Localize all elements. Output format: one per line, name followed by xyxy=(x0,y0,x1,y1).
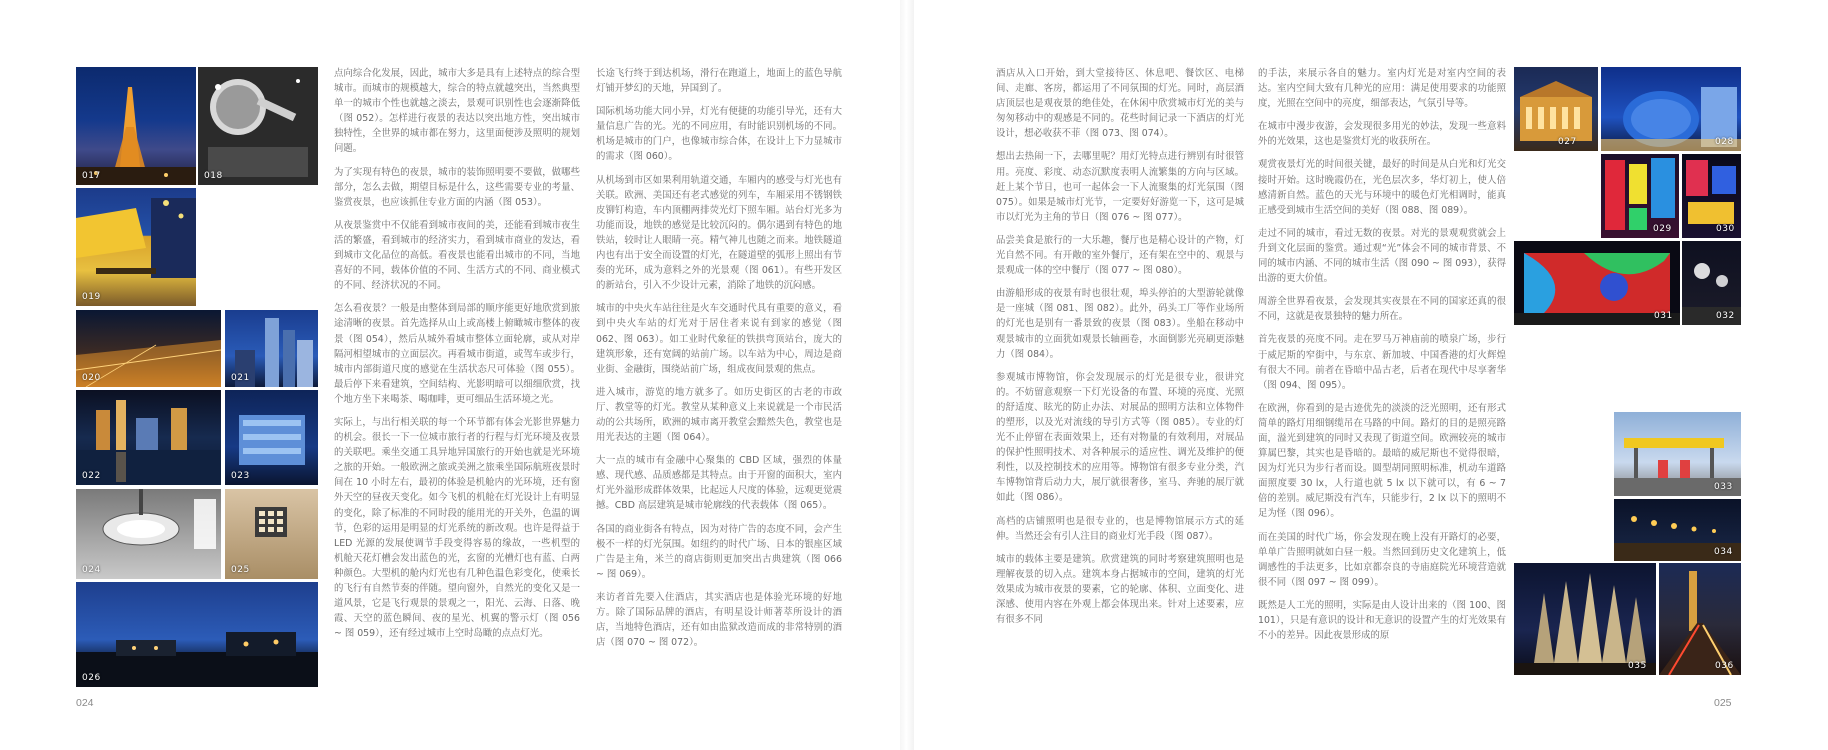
photo-opera-house-night xyxy=(1514,67,1598,151)
figure-label: 035 xyxy=(1628,661,1647,671)
paragraph: 怎么看夜景？一般是由整体到局部的顺序能更好地欣赏到旅途清晰的夜景。首先选择从山上或高楼上俯瞰城市整体的夜景（图 054），然后从城外看城市整体立面轮廓，或从对岸隔河相望城市的立面层次。再看城市街道，或驾车或步行，城市内部街道尺度的感觉在生活状态尺可体验（图 055）。最后停下来看建筑，空间结构、光影明暗可以细细欣赏，找个地方坐下来喝茶、喝咖啡，更可细品生活环境之光。 xyxy=(334,303,580,405)
photo-skyscrapers-dusk xyxy=(225,310,318,387)
figure-label: 026 xyxy=(82,673,101,683)
photo-night-landscape-dusk xyxy=(76,582,318,687)
photo-glass-building-blue xyxy=(225,390,318,485)
photo-wall-fixture xyxy=(225,489,318,579)
paragraph: 观赏夜景灯光的时间很关键，最好的时间是从白光和灯光交接时开始。这时晚霞仍在，光色层次多，华灯初上，使人倍感清新自然。蓝色的天光与环境中的暖色灯光相调时，能真正感受到城市生活空间的美好（图 088、图 089）。 xyxy=(1258,159,1506,216)
figure-label: 033 xyxy=(1714,482,1733,492)
text-column-3 xyxy=(996,66,1244,635)
left-page xyxy=(0,0,900,750)
paragraph: 点向综合化发展，因此，城市大多是具有上述特点的综合型城市。而城市的规模越大，综合的特点就越突出，当然典型单一的城市个性也就越之淡去，景观可识别性也会逐渐降低（图 052）。怎样进行夜景的表达以突出地方性，突出城市独特性，全世界的城市都在努力，这里面便涉及照明的规划问题。 xyxy=(334,68,580,155)
figure-label: 025 xyxy=(231,565,250,575)
figure-label: 031 xyxy=(1654,311,1673,321)
figure-label: 027 xyxy=(1558,137,1577,147)
figure-label: 030 xyxy=(1716,224,1735,234)
paragraph: 为了实现有特色的夜景，城市的装饰照明要不要做，做哪些部分，怎么去做，期望目标是什么，这些需要专业的考量、鉴赏夜景，也应该抓住专业方面的内涵（图 053）。 xyxy=(334,166,580,208)
text-column-2 xyxy=(596,66,842,658)
photo-gothic-cathedral-night xyxy=(1514,563,1656,675)
photo-city-traffic-night xyxy=(1659,563,1741,675)
paragraph: 来访者首先要入住酒店，其实酒店也是体验光环境的好地方。除了国际品牌的酒店，有明星设计师著萃所设计的酒店，当地特色酒店，还有如由监狱改造而成的非常特别的酒店（图 070 ~ 图 072）。 xyxy=(596,591,842,649)
figure-label: 034 xyxy=(1714,547,1733,557)
paragraph: 在城市中漫步夜游，会发现很多用光的妙法，发现一些意料外的光效果，这也是鉴赏灯光的收获所在。 xyxy=(1258,121,1506,148)
photo-telescope-sketch xyxy=(198,67,318,185)
page-number-left: 024 xyxy=(76,697,94,709)
paragraph: 长途飞行终于到达机场，滑行在跑道上，地面上的蓝色导航灯铺开梦幻的天地，异国到了。 xyxy=(596,68,842,95)
paragraph: 实际上，与出行相关联的每一个环节都有体会光影世界魅力的机会。很长一下一位城市旅行者的行程与灯光环境及夜景的关联吧。乘坐交通工具异地异国旅行的开始也就是光环境之旅的开始。一般欧洲之旅或美洲之旅乘坐国际航班夜景时间在 10 小时左右，最初的体验是机舱内的光环境，还有窗外天空的昼夜天变化。如今飞机的机舱在灯光设计上有明显的变化，除了标准的不同时段的能用光的开关外，色温的调节，色彩的运用是明显的灯光系统的新改观。也许是得益于 LED 光源的发展使调节手段变得容易的缘故，一些机型的机舱天花灯槽会发出蓝色的光，玄窗的光槽灯也有蓝、白两种颜色。大型机的舱内灯光也有几种色温色彩变化，使乘长的飞行有自然节奏的伴随。望向窗外，自然光的变化又是一道风景，它是飞行观景的景观之一，阳光、云海、日落、晚霞、天空的蓝色瞬间、夜的星光、机翼的警示灯（图 056 ~ 图 059），还有经过城市上空时岛瞰的点点灯光。 xyxy=(334,416,580,640)
figure-label: 028 xyxy=(1715,137,1734,147)
photo-cafe-terrace-painting xyxy=(76,188,196,306)
paragraph: 想出去热闹一下，去哪里呢？用灯光特点进行辨别有时很管用。亮度、彩度、动态沉默度表明人流繁集的方向与区域。赶上某个节日，也可一起体会一下人流聚集的灯光氛围（图 075）。如果是城市灯光节，一定要好好游览一下，这可是城市以灯光为主角的节日（图 076 ~ 图 077）。 xyxy=(996,151,1244,223)
paragraph: 走过不同的城市，看过无数的夜景。对光的景观观赏就会上升到文化层面的鉴赏。通过观“光”体会不同的城市背景、不同的城市内涵、不同的城市生活（图 090 ~ 图 093），获得出游的更大价值。 xyxy=(1258,227,1506,285)
photo-aerial-city-night xyxy=(76,310,221,387)
figure-label: 018 xyxy=(204,171,223,181)
photo-gas-station xyxy=(1614,412,1741,496)
book-gutter xyxy=(900,0,914,750)
page-number-right: 025 xyxy=(1714,697,1732,709)
figure-label: 023 xyxy=(231,471,250,481)
photo-waterfront-night xyxy=(76,390,221,485)
paragraph: 参观城市博物馆，你会发现展示的灯光是很专业，很讲究的。不妨留意观察一下灯光设备的布置、环境的亮度、光照的舒适度、眩光的防止办法、对展品的照明方法和立体物件的塑形，以及光对流线的导引方式等（图 085）。专业的灯光不止停留在表面效果上，还有对物量的有效利用，对展品的保护性照明技术、对各种展示的适应性、调光及维护的便利性，以及控制技术的应用等。博物馆有很多专业分类，汽车博物馆背后动力大，展厅就很奢侈，室马、奔驰的展厅就如此（图 086）。 xyxy=(996,371,1244,504)
figure-label: 019 xyxy=(82,292,101,302)
paragraph: 从机场到市区如果利用轨道交通，车厢内的感受与灯光也有关联。欧洲、美国还有老式感觉的列车，车厢采用不锈钢铁皮铆钉构造，车内顶棚两排荧光灯下照车厢。站台灯光多为功能而设，地铁的感觉是比较沉闷的。偶尔遇到有特色的地铁站，较时让人眼睛一亮。精气神儿也随之而来。地铁隧道内也有出于安全而设置的灯光，在隧道壁的弧形上照出有节奏的光环，成为意料之外的光景观（图 061）。有些开发区的新站台，引入不少设计元素，消除了地铁的沉闷感。 xyxy=(596,174,842,292)
paragraph: 的手法，来展示各自的魅力。室内灯光是对室内空间的表达。室内空间大致有几种光的应用：满足使用要求的功能照度，光照在空间中的亮度，细部表达，气氛引导等。 xyxy=(1258,68,1506,110)
paragraph: 大一点的城市有金融中心聚集的 CBD 区域，强烈的体量感、现代感、品质感都是其特点。由于开窗的面积大，室内灯光外溢形成群体效果，比起远人尺度的体验，远观更觉震撼。CBD 高层建筑是城市轮廓线的代表载体（图 065）。 xyxy=(596,455,842,512)
photo-night-street-lamps xyxy=(1682,241,1741,325)
figure-label: 022 xyxy=(82,471,101,481)
paragraph: 城市的中央火车站往往是火车交通时代具有重要的意义，看到中央火车站的灯光对于居住者来说有到家的感觉（图 062、图 063）。如工业时代象征的铁拱弯顶站台，庞大的建筑形象，还有宽阔的站前广场。以车站为中心，周边是商业街、金融街，围绕站前广场，组成夜间景观的焦点。 xyxy=(596,303,842,375)
photo-eiffel-tower-night xyxy=(76,67,196,185)
figure-label: 024 xyxy=(82,565,101,575)
figure-label: 020 xyxy=(82,373,101,383)
text-column-1 xyxy=(334,66,580,649)
paragraph: 酒店从入口开始，到大堂接待区、休息吧、餐饮区、电梯间、走廊、客房，都运用了不同氛围的灯光。同时，高层酒店顶层也是观夜景的绝佳处，在休闲中欣赏城市灯光的美与匆匆移动中的观感是不同的。花些时间记录一下酒店的灯光设计，想必收获不菲（图 073、图 074）。 xyxy=(996,68,1244,140)
paragraph: 品尝美食是旅行的一大乐趣，餐厅也是精心设计的产物，灯光自然不同。有开敞的室外餐厅，还有架在空中的、观景与景观成一体的空中餐厅（图 077 ~ 图 080）。 xyxy=(996,234,1244,277)
paragraph: 在欧洲，你看到的是古迹优先的淡淡的泛光照明，还有形式简单的路灯用细钢缆吊在马路的中间。路灯的目的是照亮路面，溢光到建筑的同时又表现了街道空间。欧洲较亮的城市算属巴黎，其实也是昏暗的。最暗的威尼斯也不觉得很暗，因为灯光只为步行者而设。圆型胡同照明标准，机动车道路面照度要 30 lx，人行道也就 5 lx 以下就可以，有 6 ~ 7 倍的差别。威尼斯没有汽车，只能步行，2 lx 以下的照明不足为怪（图 096）。 xyxy=(1258,402,1506,520)
figure-label: 017 xyxy=(82,171,101,181)
figure-label: 029 xyxy=(1653,224,1672,234)
paragraph: 首先夜景的亮度不同。走在罗马万神庙前的喷泉广场，步行于威尼斯的窄街中，与东京、新加坡、中国香港的灯火辉煌有很大不同。前者在昏暗中品古老，后者在现代中尽享奢华（图 094、图 095）。 xyxy=(1258,334,1506,391)
paragraph: 城市的载体主要是建筑。欣赏建筑的同时考察建筑照明也是理解夜景的切入点。建筑本身占据城市的空间，建筑的灯光效果成为城市夜景的要素，它的轮廓、体积、立面变化、进深感、使用内容在外观上都会体现出来。针对上述要素，应有很多不同 xyxy=(996,553,1244,626)
paragraph: 由游船形成的夜景有时也很壮观，埠头停泊的大型游轮就像是一座城（图 081、图 082）。此外，码头工厂等作业场所的灯光也是别有一番景致的夜景（图 083）。坐船在移动中观景城市的立面犹如观景长轴画卷，水面倒影光亮刷更添魅力（图 084）。 xyxy=(996,288,1244,360)
figure-label: 021 xyxy=(231,373,250,383)
paragraph: 周游全世界看夜景，会发现其实夜景在不同的国家还真的很不同，这就是夜景独特的魅力所在。 xyxy=(1258,296,1506,323)
paragraph: 而在美国的时代广场，你会发现在晚上没有开路灯的必要，单单广告照明就如白昼一般。当然回到历史文化建筑上，低调感性的手法更多，比如京都奈良的寺庙庭院光环境营造就很不同（图 097 ~ 图 099）。 xyxy=(1258,531,1506,588)
photo-neon-signs xyxy=(1682,154,1741,238)
photo-projection-facade xyxy=(1514,241,1680,325)
right-page xyxy=(914,0,1828,750)
paragraph: 既然是人工光的照明，实际是由人设计出来的（图 100、图 101），只是有意识的设计和无意识的设置产生的灯光效果有不小的差异。因此夜景形成的原 xyxy=(1258,599,1506,642)
paragraph: 各国的商业街各有特点，因为对待广告的态度不同，会产生极不一样的灯光氛围。如纽约的时代广场、日本的银座区域广告是主角，米兰的商店街则更加突出古典建筑（图 066 ~ 图 069）。 xyxy=(596,523,842,580)
paragraph: 从夜景鉴赏中不仅能看到城市夜间的美，还能看到城市夜生活的繁盛，看到城市的经济实力，看到城市商业的发达，看到城市文化品位的高低。看夜景也能看出城市的不同，当地喜好的不同，载体价值的不同、生活方式的不同、商业模式的不同、经济状况的不同。 xyxy=(334,219,580,292)
photo-dome-building-blue xyxy=(1601,67,1741,151)
paragraph: 进入城市，游览的地方就多了。如历史街区的古老的市政厅、教堂等的灯光。教堂从某种意义上来说就是一个市民活动的公共场所，欧洲的城市离开教堂会黯然失色，教堂也是用光表达的主题（图 064）。 xyxy=(596,386,842,444)
paragraph: 高档的店铺照明也是很专业的，也是博物馆展示方式的延伸。当然还会有引人注目的商业灯光手段（图 087）。 xyxy=(996,515,1244,542)
figure-label: 032 xyxy=(1716,311,1735,321)
photo-lit-street-perspective xyxy=(1614,499,1741,561)
photo-neon-street xyxy=(1601,154,1679,238)
figure-label: 036 xyxy=(1715,661,1734,671)
paragraph: 国际机场功能大同小异，灯光有便捷的功能引导光，还有大量信息广告的光。光的不同应用，有时能识别机场的不同。机场是城市的门户，也像城市综合体，在设计上下力显城市的需求（图 060）。 xyxy=(596,106,842,163)
text-column-4 xyxy=(1258,66,1506,651)
photo-pendant-light-fixture xyxy=(76,489,221,579)
